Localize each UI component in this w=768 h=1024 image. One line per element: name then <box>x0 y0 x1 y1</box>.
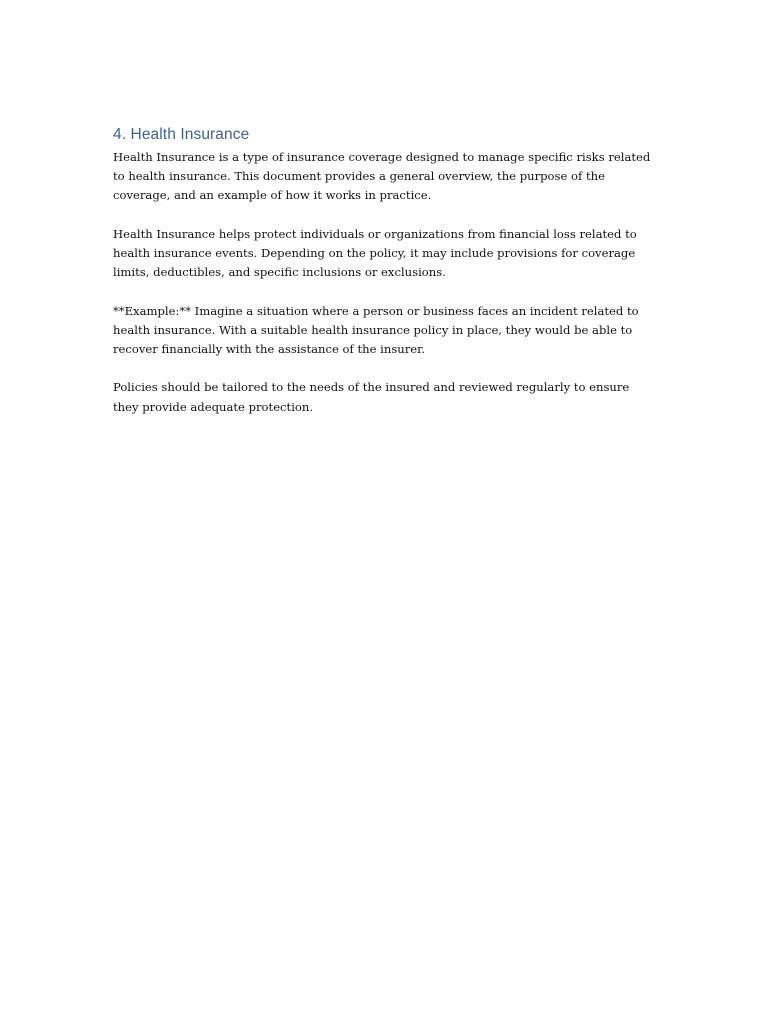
paragraph-example: **Example:** Imagine a situation where a person or business faces an incident related to health insurance. With a suitable health insurance policy in place, they would be able to recover financially with the assistance of the insurer. <box>113 303 639 356</box>
paragraph-conclusion: Policies should be tailored to the needs of the insured and reviewed regularly to ensure they provide adequate protection. <box>113 380 630 414</box>
paragraph-purpose: Health Insurance helps protect individuals or organizations from financial loss related to health insurance events. Depending on the policy, it may include provisions for coverage limits, deductibles, and specific inclusions or exclusions. <box>113 226 637 280</box>
section-heading: 4. Health Insurance <box>113 126 250 143</box>
document-body <box>113 124 653 436</box>
paragraph-intro: Health Insurance is a type of insurance coverage designed to manage specific risks related to health insurance. This document provides a general overview, the purpose of the coverage, and an example of how it works in practice. <box>113 150 651 203</box>
